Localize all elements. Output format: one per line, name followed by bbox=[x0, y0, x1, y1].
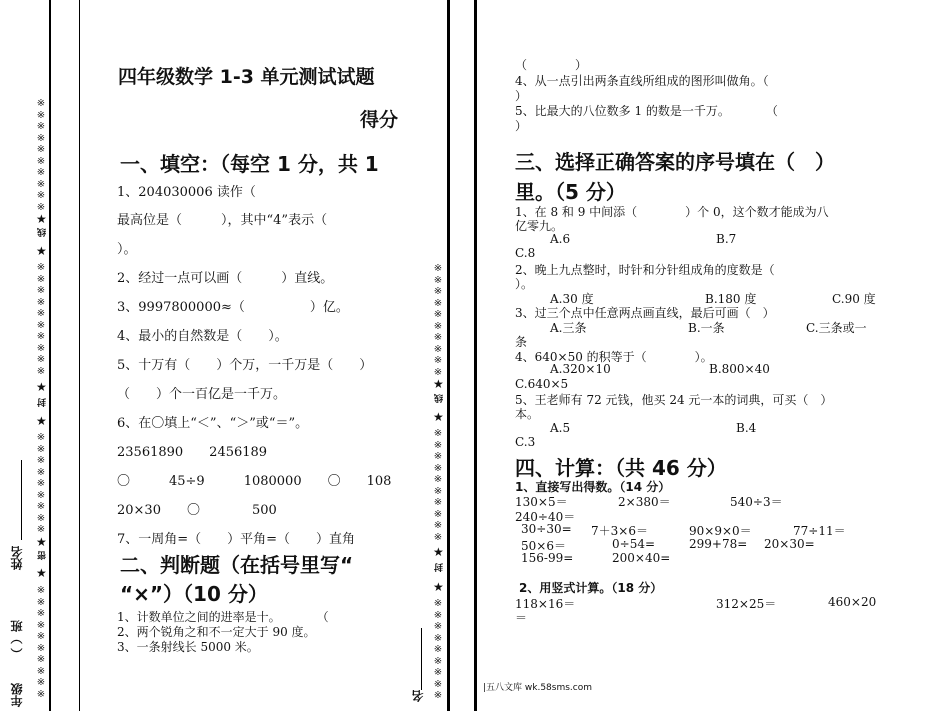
choice-q5-opt-a: A.5 bbox=[550, 421, 571, 435]
star-icon: ★ bbox=[36, 244, 47, 258]
fill-q1b: 最高位是（ ），其中“4”表示（ bbox=[117, 213, 328, 228]
section2-header-line2: “×”）（10 分） bbox=[120, 582, 268, 606]
star-icon: ★ bbox=[433, 580, 444, 594]
calc2-item: 312×25＝ bbox=[716, 597, 777, 611]
choice-q5b: 本。 bbox=[515, 407, 540, 421]
calc2-tail: ＝ bbox=[515, 611, 528, 625]
name-blank-center bbox=[421, 628, 422, 690]
seal-char-seal: 封 bbox=[38, 398, 48, 407]
calc2-item: 118×16＝ bbox=[515, 597, 576, 611]
star-icon: ★ bbox=[36, 566, 47, 580]
choice-q4-opt-c: C.640×5 bbox=[515, 377, 569, 391]
seal-char-seal: 封 bbox=[435, 563, 445, 572]
calc1-item: 20×30= bbox=[764, 537, 815, 551]
fill-q3: 3、9997800000≈（ ）亿。 bbox=[117, 300, 349, 315]
star-icon: ★ bbox=[36, 535, 47, 549]
calc1-item: 240÷40＝ bbox=[515, 510, 576, 524]
choice-q4-opt-a: A.320×10 bbox=[550, 362, 611, 376]
seal-char-line: 线 bbox=[435, 394, 445, 403]
cross-marks-c2: ※ ※ ※ ※ ※ ※ ※ ※ ※ ※ bbox=[433, 428, 443, 543]
calc1-item: 90×9×0＝ bbox=[689, 524, 752, 538]
choice-q1-opt-b: B.7 bbox=[716, 232, 737, 246]
exam-title: 四年级数学 1-3 单元测试试题 bbox=[118, 66, 375, 88]
top-paren: （ ） bbox=[515, 58, 588, 72]
choice-q1-opt-a: A.6 bbox=[550, 232, 571, 246]
calc1-item: 30÷30= bbox=[521, 522, 572, 536]
fill-q6: 6、在〇填上“＜”、“＞”或“＝”。 bbox=[117, 416, 309, 431]
choice-q1b: 亿零九。 bbox=[515, 219, 564, 233]
calc1-item: 156-99= bbox=[521, 551, 574, 565]
fill-q5b: （ ）个一百亿是一千万。 bbox=[117, 387, 287, 402]
margin-rule bbox=[49, 0, 51, 711]
footer-watermark: |五八文库 wk.58sms.com bbox=[483, 683, 593, 693]
choice-q3c: 条 bbox=[515, 335, 528, 349]
fill-q2: 2、经过一点可以画（ ）直线。 bbox=[117, 271, 334, 286]
section3-header-line1: 三、选择正确答案的序号填在（ ） bbox=[515, 150, 835, 174]
fill-q4: 4、最小的自然数是（ ）。 bbox=[117, 329, 288, 344]
calc1-item: 540÷3＝ bbox=[730, 495, 783, 509]
section2-header-line1: 二、判断题（在括号里写“ bbox=[120, 553, 354, 577]
choice-q3-opt-a: A.三条 bbox=[550, 321, 587, 335]
judge-q5b: ） bbox=[515, 119, 528, 133]
calc1-item: 77÷11＝ bbox=[793, 524, 846, 538]
center-divider-right bbox=[474, 0, 477, 711]
fill-q6-row1: 〇 45÷9 1080000 〇 108 bbox=[117, 474, 392, 489]
class-label: （ ）班 bbox=[10, 620, 24, 661]
fill-q7: 7、一周角=（ ）平角=（ ）直角 bbox=[117, 532, 356, 547]
choice-q2-opt-b: B.180 度 bbox=[705, 292, 757, 306]
calc1-item: 299+78= bbox=[689, 537, 748, 551]
cross-marks-bottom: ※ ※ ※ ※ ※ ※ ※ ※ ※ ※ bbox=[36, 585, 46, 700]
choice-q2-opt-a: A.30 度 bbox=[550, 292, 594, 306]
section4-header: 四、计算：（共 46 分） bbox=[515, 456, 727, 480]
calc1-item: 50×6＝ bbox=[521, 539, 566, 553]
fill-q1: 1、204030006 读作（ bbox=[117, 185, 256, 200]
fill-q6-numbers: 23561890 2456189 bbox=[117, 445, 268, 460]
star-icon: ★ bbox=[36, 380, 47, 394]
calc1-item: 2×380＝ bbox=[618, 495, 671, 509]
fill-q1c: ）。 bbox=[117, 242, 137, 257]
section3-header-line2: 里。（5 分） bbox=[515, 180, 626, 204]
choice-q1: 1、在 8 和 9 中间添（ ）个 0，这个数才能成为八 bbox=[515, 205, 829, 219]
calc1-item: 7＋3×6＝ bbox=[591, 524, 648, 538]
calc1-header: 1、直接写出得数。（14 分） bbox=[515, 480, 671, 494]
right-page bbox=[480, 0, 920, 711]
choice-q2b: ）。 bbox=[515, 277, 534, 291]
calc1-item: 130×5＝ bbox=[515, 495, 568, 509]
fill-q6-row2: 20×30 〇 500 bbox=[117, 503, 277, 518]
choice-q5-opt-c: C.3 bbox=[515, 435, 536, 449]
calc1-item: 0÷54= bbox=[612, 537, 656, 551]
choice-q4: 4、640×50 的积等于（ ）。 bbox=[515, 350, 713, 364]
name-label-center: 名 bbox=[411, 690, 425, 702]
choice-q3-opt-b: B.一条 bbox=[688, 321, 725, 335]
cross-marks-c1: ※ ※ ※ ※ ※ ※ ※ ※ ※ ※ bbox=[433, 263, 443, 378]
judge-q4b: ） bbox=[515, 89, 528, 103]
star-icon: ★ bbox=[433, 545, 444, 559]
calc2-header: 2、用竖式计算。（18 分） bbox=[519, 581, 663, 595]
cross-marks-mid2: ※ ※ ※ ※ ※ ※ ※ ※ ※ bbox=[36, 432, 46, 535]
name-blank bbox=[21, 460, 22, 540]
choice-q5-opt-b: B.4 bbox=[736, 421, 757, 435]
choice-q3-opt-c: C.三条或一 bbox=[806, 321, 867, 335]
choice-q1-opt-c: C.8 bbox=[515, 246, 536, 260]
judge-q1: 1、计数单位之间的进率是十。 （ bbox=[117, 610, 329, 624]
star-icon: ★ bbox=[433, 410, 444, 424]
calc2-item: 460×20 bbox=[828, 595, 877, 609]
choice-q3: 3、过三个点中任意两点画直线，最后可画（ ） bbox=[515, 306, 775, 320]
cross-marks-c3: ※ ※ ※ ※ ※ ※ ※ ※ ※ bbox=[433, 598, 443, 701]
judge-q4: 4、从一点引出两条直线所组成的图形叫做角。（ bbox=[515, 74, 769, 88]
cross-marks-top: ※ ※ ※ ※ ※ ※ ※ ※ ※ ※ bbox=[36, 98, 46, 213]
choice-q4-opt-b: B.800×40 bbox=[709, 362, 770, 376]
grade-label: 年级 bbox=[10, 683, 24, 707]
choice-q2: 2、晚上九点整时，时针和分针组成角的度数是（ bbox=[515, 263, 775, 277]
calc1-item: 200×40= bbox=[612, 551, 671, 565]
center-divider-left bbox=[447, 0, 450, 711]
choice-q5: 5、王老师有 72 元钱，他买 24 元一本的词典，可买（ ） bbox=[515, 393, 833, 407]
section1-header: 一、填空：（每空 1 分，共 1 bbox=[120, 152, 379, 176]
judge-q2: 2、两个锐角之和不一定大于 90 度。 bbox=[117, 625, 316, 639]
cross-marks-mid1: ※ ※ ※ ※ ※ ※ ※ ※ ※ ※ bbox=[36, 262, 46, 377]
choice-q2-opt-c: C.90 度 bbox=[832, 292, 876, 306]
judge-q5: 5、比最大的八位数多 1 的数是一千万。 （ bbox=[515, 104, 778, 118]
star-icon: ★ bbox=[36, 414, 47, 428]
star-icon: ★ bbox=[433, 377, 444, 391]
fill-q5: 5、十万有（ ）个万，一千万是（ ） bbox=[117, 358, 373, 373]
star-icon: ★ bbox=[36, 212, 47, 226]
seal-char-dense: 密 bbox=[38, 551, 48, 560]
name-label: 姓名 bbox=[10, 546, 24, 570]
seal-char-line: 线 bbox=[38, 228, 48, 237]
left-page bbox=[80, 0, 398, 711]
judge-q3: 3、一条射线长 5000 米。 bbox=[117, 640, 259, 654]
score-label: 得分 bbox=[360, 109, 398, 131]
